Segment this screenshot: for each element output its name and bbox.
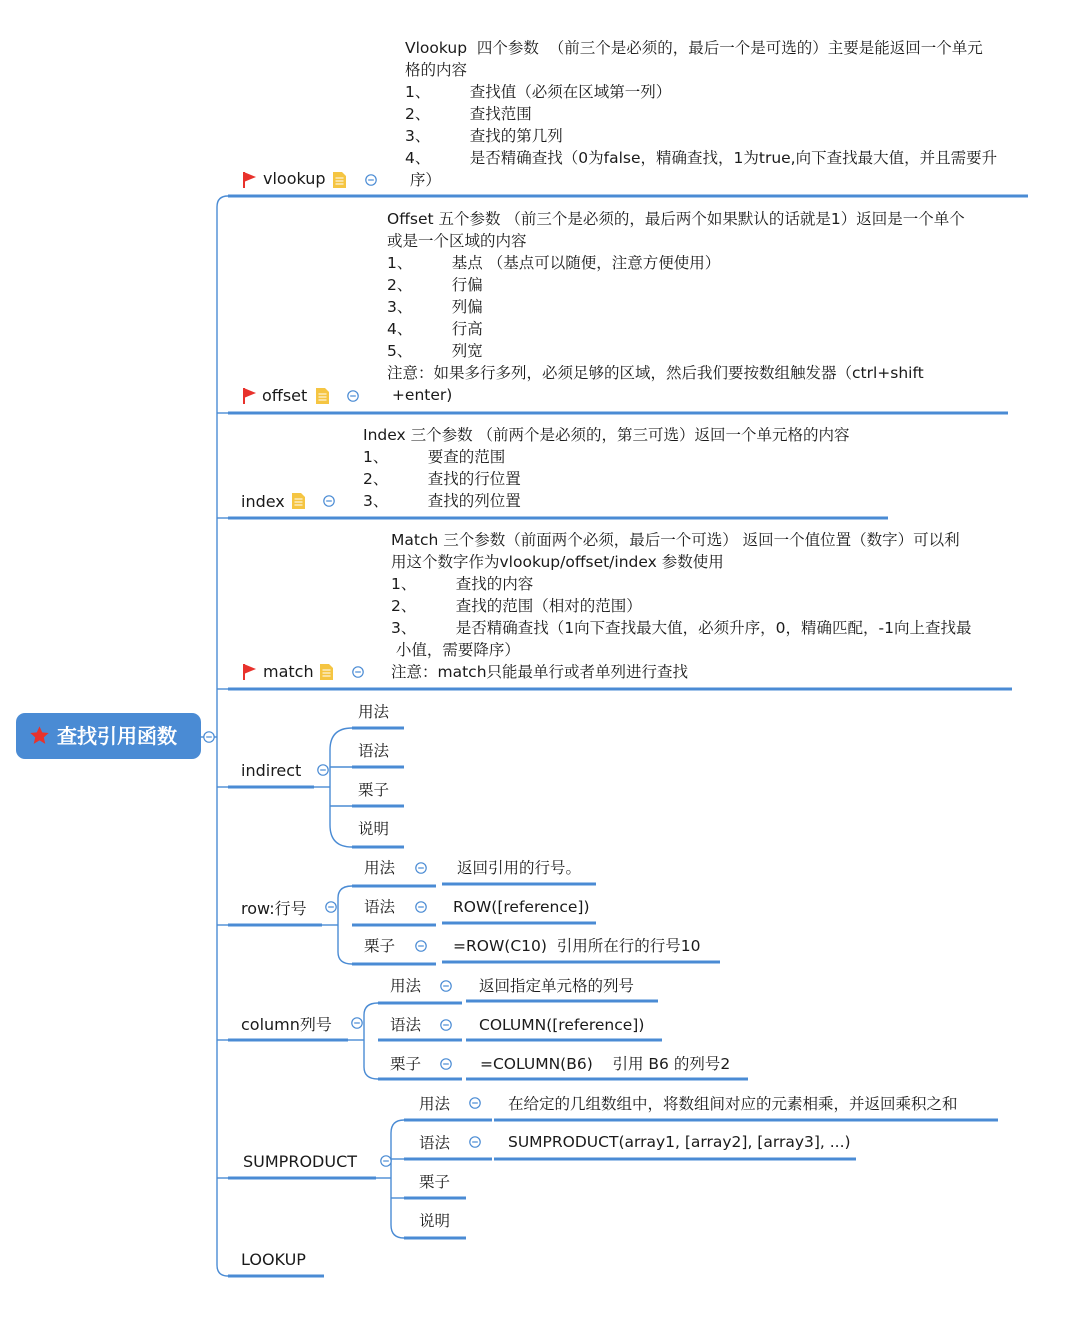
vlookup-desc-0: Vlookup 四个参数 （前三个是必须的，最后一个是可选的）主要是能返回一个单元	[405, 39, 983, 57]
collapse-icon[interactable]	[440, 1058, 452, 1070]
offset-desc-7: 注意：如果多行多列，必须足够的区域，然后我们要按数组触发器（ctrl+shift	[387, 364, 924, 382]
vlookup-desc-2: 1、 查找值（必须在区域第一列）	[405, 83, 672, 101]
collapse-icon[interactable]	[440, 1019, 452, 1031]
match-desc-0: Match 三个参数（前面两个必须，最后一个可选） 返回一个值位置（数字）可以利	[391, 531, 960, 549]
branch-indirect[interactable]: indirect	[241, 761, 302, 780]
column-example-value: =COLUMN(B6) 引用 B6 的列号2	[480, 1055, 731, 1073]
indirect-child-usage[interactable]: 用法	[358, 703, 390, 721]
collapse-icon[interactable]	[415, 862, 427, 874]
collapse-icon[interactable]	[415, 940, 427, 952]
collapse-icon[interactable]	[469, 1097, 481, 1109]
offset-desc-5: 4、 行高	[387, 320, 483, 338]
branch-vlookup[interactable]: vlookup	[263, 169, 326, 188]
index-desc-0: Index 三个参数 （前两个是必须的，第三可选）返回一个单元格的内容	[363, 426, 850, 444]
sumproduct-child-example[interactable]: 栗子	[419, 1173, 451, 1191]
indirect-child-syntax[interactable]: 语法	[358, 742, 390, 760]
note-icon[interactable]	[291, 492, 306, 510]
collapse-icon[interactable]	[347, 390, 359, 402]
row-child-usage[interactable]: 用法	[364, 859, 396, 877]
indirect-child-note[interactable]: 说明	[358, 820, 390, 838]
offset-desc-2: 1、 基点 （基点可以随便，注意方便使用）	[387, 254, 721, 272]
offset-desc-8: +enter)	[387, 386, 453, 404]
sumproduct-syntax-value: SUMPRODUCT(array1, [array2], [array3], ...)	[508, 1133, 851, 1151]
note-icon[interactable]	[332, 171, 347, 189]
sumproduct-child-syntax[interactable]: 语法	[419, 1134, 451, 1152]
root-node[interactable]	[16, 713, 201, 759]
branch-sumproduct[interactable]: SUMPRODUCT	[243, 1152, 358, 1171]
collapse-icon[interactable]	[203, 731, 215, 743]
row-syntax-value: ROW([reference])	[453, 898, 590, 916]
vlookup-desc-4: 3、 查找的第几列	[405, 127, 563, 145]
branch-offset[interactable]: offset	[262, 386, 308, 405]
offset-desc-1: 或是一个区域的内容	[387, 232, 527, 250]
offset-desc-0: Offset 五个参数 （前三个是必须的，最后两个如果默认的话就是1）返回是一个单个	[387, 210, 965, 228]
column-syntax-value: COLUMN([reference])	[479, 1016, 645, 1034]
row-usage-value: 返回引用的行号。	[457, 859, 582, 877]
branch-index[interactable]: index	[241, 492, 285, 511]
match-desc-5: 小值，需要降序）	[391, 641, 520, 659]
star-icon	[29, 725, 50, 746]
branch-row[interactable]: row:行号	[241, 899, 307, 918]
flag-icon	[242, 171, 257, 189]
collapse-icon[interactable]	[325, 901, 337, 913]
collapse-icon[interactable]	[415, 901, 427, 913]
match-desc-4: 3、 是否精确查找（1向下查找最大值，必须升序，0，精确匹配，-1向上查找最	[391, 619, 972, 637]
match-desc-6: 注意：match只能最单行或者单列进行查找	[391, 663, 689, 681]
vlookup-desc-5: 4、 是否精确查找（0为false，精确查找，1为true,向下查找最大值，并且需要升	[405, 149, 998, 167]
collapse-icon[interactable]	[351, 1017, 363, 1029]
flag-icon	[242, 387, 257, 405]
row-child-example[interactable]: 栗子	[364, 937, 396, 955]
indirect-child-example[interactable]: 栗子	[358, 781, 390, 799]
column-child-usage[interactable]: 用法	[390, 977, 422, 995]
collapse-icon[interactable]	[365, 174, 377, 186]
offset-desc-3: 2、 行偏	[387, 276, 483, 294]
note-icon[interactable]	[319, 663, 334, 681]
offset-desc-4: 3、 列偏	[387, 298, 483, 316]
branch-match[interactable]: match	[263, 662, 314, 681]
collapse-icon[interactable]	[440, 980, 452, 992]
collapse-icon[interactable]	[352, 666, 364, 678]
vlookup-desc-6: 序）	[405, 171, 441, 189]
index-desc-1: 1、 要查的范围	[363, 448, 506, 466]
branch-lookup[interactable]: LOOKUP	[241, 1250, 306, 1269]
collapse-icon[interactable]	[380, 1155, 392, 1167]
sumproduct-usage-value: 在给定的几组数组中，将数组间对应的元素相乘，并返回乘积之和	[508, 1095, 958, 1113]
flag-icon	[242, 663, 257, 681]
collapse-icon[interactable]	[469, 1136, 481, 1148]
column-usage-value: 返回指定单元格的列号	[479, 977, 635, 995]
index-desc-2: 2、 查找的行位置	[363, 470, 521, 488]
collapse-icon[interactable]	[317, 764, 329, 776]
vlookup-desc-3: 2、 查找范围	[405, 105, 532, 123]
match-desc-2: 1、 查找的内容	[391, 575, 534, 593]
index-desc-3: 3、 查找的列位置	[363, 492, 521, 510]
sumproduct-child-note[interactable]: 说明	[419, 1212, 451, 1230]
row-example-value: =ROW(C10) 引用所在行的行号10	[453, 937, 701, 955]
match-desc-1: 用这个数字作为vlookup/offset/index 参数使用	[391, 553, 724, 571]
root-label: 查找引用函数	[57, 724, 177, 748]
row-child-syntax[interactable]: 语法	[364, 898, 396, 916]
column-child-example[interactable]: 栗子	[390, 1055, 422, 1073]
collapse-icon[interactable]	[323, 495, 335, 507]
offset-desc-6: 5、 列宽	[387, 342, 483, 360]
note-icon[interactable]	[315, 387, 330, 405]
branch-column[interactable]: column列号	[241, 1015, 332, 1034]
vlookup-desc-1: 格的内容	[405, 61, 468, 79]
sumproduct-child-usage[interactable]: 用法	[419, 1095, 451, 1113]
match-desc-3: 2、 查找的范围（相对的范围）	[391, 597, 642, 615]
column-child-syntax[interactable]: 语法	[390, 1016, 422, 1034]
